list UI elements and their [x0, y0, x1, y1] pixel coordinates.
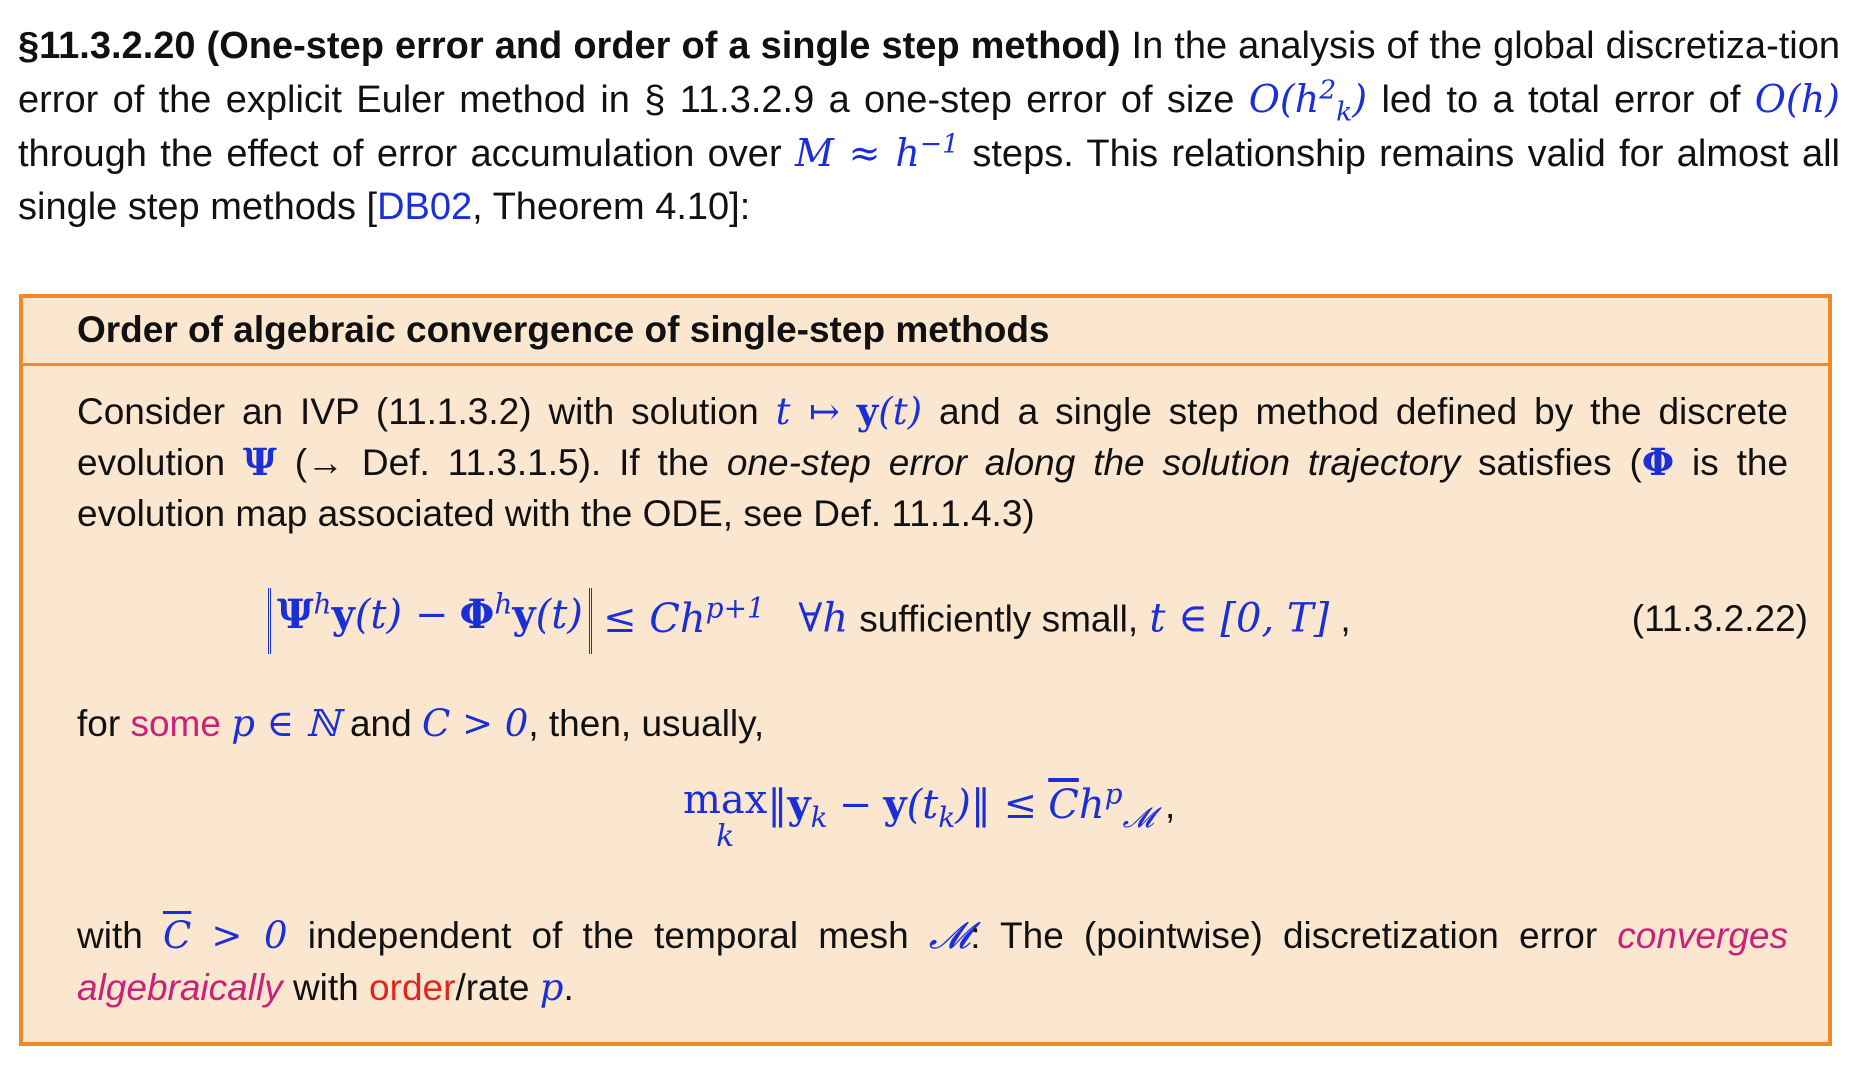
condition-and: and — [349, 703, 412, 744]
math-mesh: 𝓜 — [928, 914, 971, 957]
equation-number: (11.3.2.22) — [1631, 598, 1808, 639]
math-onestep-error: $O(h^2_k)$ — [1248, 74, 1368, 128]
statement-italic: one-step error along the solution trajectory — [726, 442, 1461, 483]
eq1-forall: ∀h — [798, 595, 849, 642]
math-psi: Ψ — [243, 440, 277, 484]
section-heading: §11.3.2.20 (One-step error and order of a single step method) — [18, 25, 1121, 67]
theorem-statement — [77, 386, 1788, 539]
citation-link[interactable]: DB02 — [377, 186, 473, 228]
conclusion-gt: > 0 — [211, 914, 288, 957]
intro-text-2: led to a total error of — [1381, 79, 1741, 121]
intro-text-3: through the effect of error accumulation over — [18, 133, 782, 175]
statement-text-4: satisfies ( — [1477, 442, 1642, 483]
max-operator: max k — [683, 777, 768, 854]
math-c-positive: C > 0 — [421, 702, 529, 745]
statement-text-3: (→ Def. 11.3.1.5). If the — [294, 442, 709, 483]
term-converges-algebraically: converges algebraically — [77, 915, 1788, 1008]
intro-text-5: , Theorem 4.10]: — [472, 186, 751, 228]
math-solution-map: t ↦ — [775, 390, 840, 433]
eq1-trail: , — [1340, 598, 1351, 640]
equation-global-bound: max k $‖y_k$ − $y(t_k)‖ \le \overline{C}h^p_𝓜$ , — [683, 777, 1176, 854]
math-y: y — [856, 389, 879, 433]
intro-paragraph — [18, 20, 1840, 234]
eq1-range: t ∈ [0, T] — [1149, 595, 1330, 642]
math-yt: (t) — [878, 390, 923, 433]
term-order: order — [369, 967, 456, 1008]
condition-some: some — [130, 703, 221, 744]
math-p-natural: p ∈ ℕ — [231, 702, 340, 745]
theorem-box-header — [23, 298, 1828, 366]
math-phi: Φ — [1641, 440, 1675, 484]
statement-text-1: Consider an IVP (11.1.3.2) with solution — [77, 391, 759, 432]
eq2-trail: , — [1165, 785, 1176, 826]
c-bar-conclusion: $\overline{C}$ — [162, 914, 192, 957]
conclusion-paragraph — [77, 910, 1788, 1014]
intro-text-1: In the analysis of the global discretiza-tion error of the explicit Euler method in § 11.3.2.9 a one-step error of size — [18, 25, 1840, 121]
conclusion-end: . — [563, 967, 574, 1008]
norm-brackets: $\Psi^hy(t) - \Phi^hy(t)$ — [268, 588, 592, 654]
math-total-error: O(h) — [1754, 77, 1841, 121]
theorem-title: Order of algebraic convergence of single-step methods — [77, 309, 1050, 350]
conclusion-text-1: independent of the temporal mesh — [307, 915, 909, 956]
conclusion-text-2: : The (pointwise) discretization error — [970, 915, 1598, 956]
conclusion-text-3: with — [292, 967, 359, 1008]
conclusion-text-4: /rate — [455, 967, 530, 1008]
eq1-rhs: ≤ $Ch^{p+1}$ — [603, 591, 765, 642]
conclusion-with: with — [77, 915, 143, 956]
condition-line — [77, 698, 764, 749]
statement-text-2: and a single step method defined by the discrete evolution — [77, 391, 1789, 483]
equation-onestep-bound — [268, 588, 1351, 654]
condition-for: for — [77, 703, 121, 744]
eq1-text: sufficiently small, — [859, 598, 1139, 640]
condition-rest: , then, usually, — [528, 703, 765, 744]
c-bar: $\overline{C}$ — [1048, 782, 1079, 828]
intro-text-4: steps. This relationship remains valid for almost all single step methods [ — [18, 133, 1841, 228]
theorem-box — [19, 294, 1832, 1046]
math-steps: $M \approx h^{-1}$ — [794, 128, 960, 175]
math-p-rate: p — [539, 966, 564, 1009]
statement-text-5: is the evolution map associated with the ODE, see Def. 11.1.4.3) — [77, 442, 1789, 534]
